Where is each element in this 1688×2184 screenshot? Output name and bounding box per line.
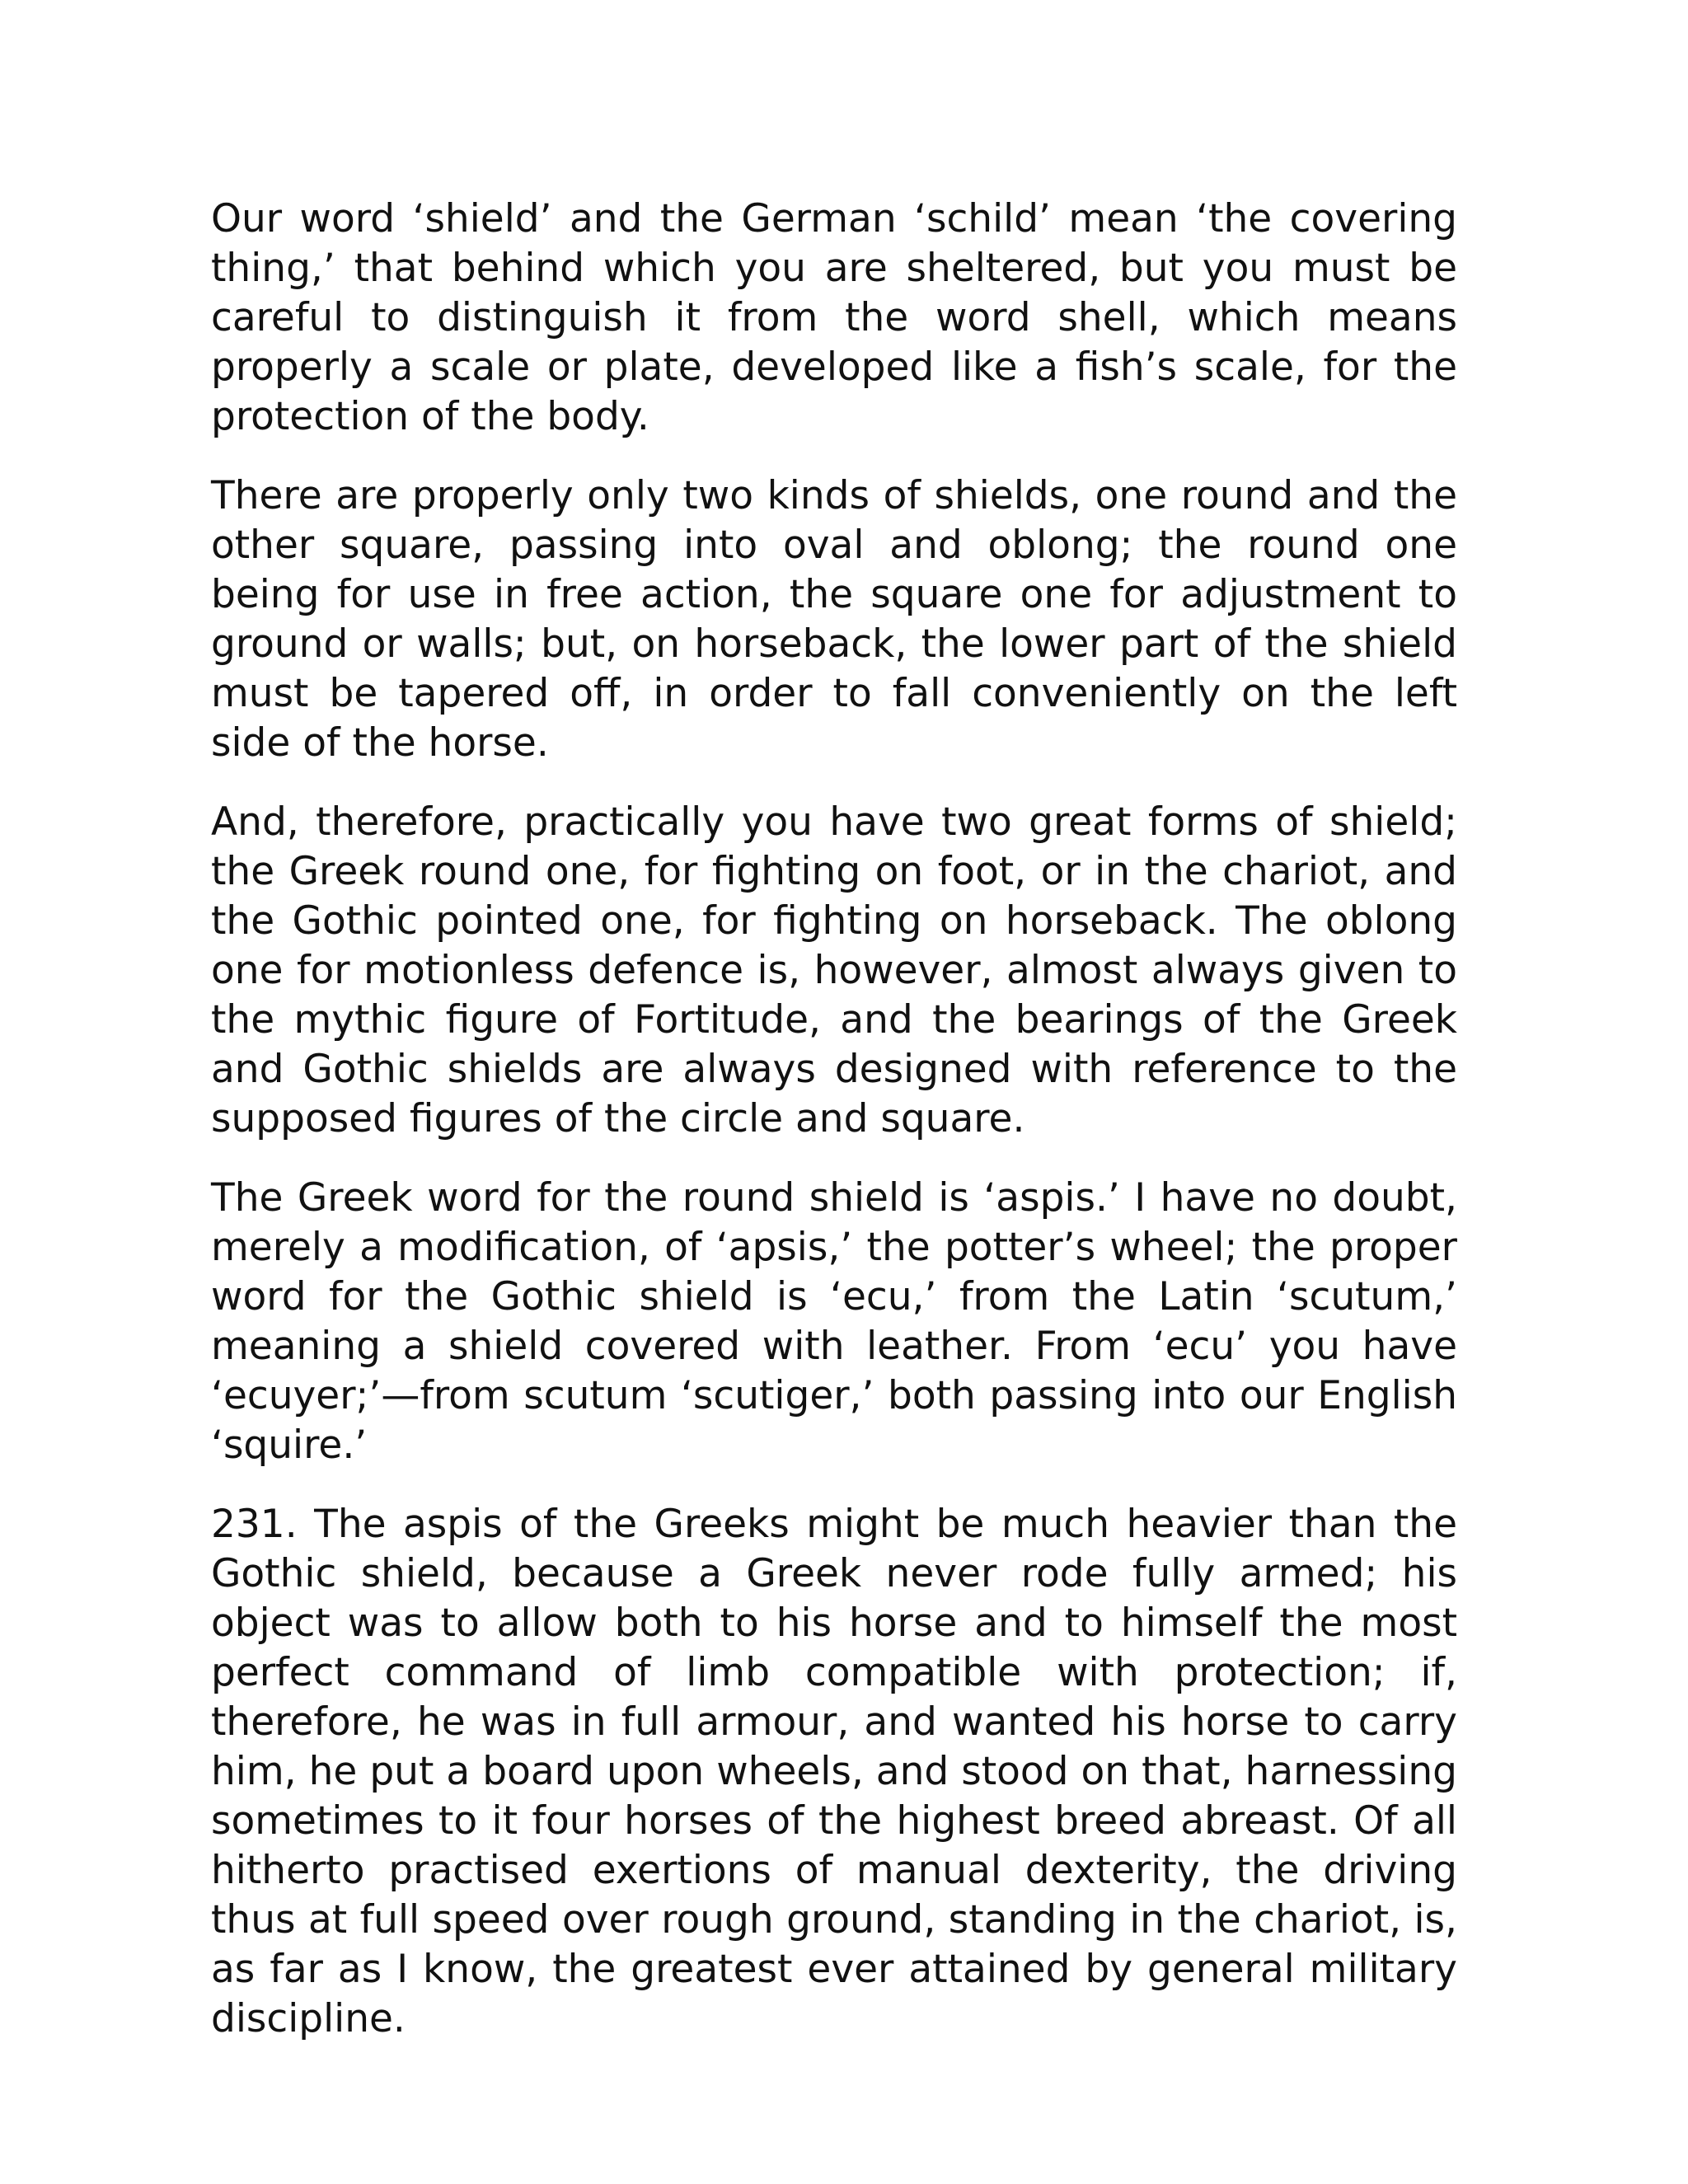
paragraph-shield-etymology: Our word ‘shield’ and the German ‘schild’ mean ‘the covering thing,’ that behind which you are sheltered, but you must be careful to distinguish it from the word shell, which means properly a scale or plate, developed like a fish’s scale, for the protection of the body. <box>211 196 1457 439</box>
paragraph-two-great-forms: And, therefore, practically you have two great forms of shield; the Greek round one, for fighting on foot, or in the chariot, and the Gothic pointed one, for fighting on horseback. The oblong one for motionless defence is, however, almost always given to the mythic figure of Fortitude, and the bearings of the Greek and Gothic shields are always designed with reference to the supposed figures of the circle and square. <box>211 799 1457 1141</box>
paragraph-greek-word-aspis: The Greek word for the round shield is ‘aspis.’ I have no doubt, merely a modification, of ‘apsis,’ the potter’s wheel; the proper word for the Gothic shield is ‘ecu,’ from the Latin ‘scutum,’ meaning a shield covered with leather. From ‘ecu’ you have ‘ecuyer;’—from scutum ‘scutiger,’ both passing into our English ‘squire.’ <box>211 1175 1457 1468</box>
paragraph-231-aspis-greeks: 231. The aspis of the Greeks might be much heavier than the Gothic shield, because a Greek never rode fully armed; his object was to allow both to his horse and to himself the most perfect command of limb compatible with protection; if, therefore, he was in full armour, and wanted his horse to carry him, he put a board upon wheels, and stood on that, harnessing sometimes to it four horses of the highest breed abreast. Of all hitherto practised exertions of manual dexterity, the driving thus at full speed over rough ground, standing in the chariot, is, as far as I know, the greatest ever attained by general military discipline. <box>211 1502 1457 2041</box>
document-page <box>211 194 1457 2074</box>
paragraph-kinds-of-shields: There are properly only two kinds of shields, one round and the other square, passing into oval and oblong; the round one being for use in free action, the square one for adjustment to ground or walls; but, on horseback, the lower part of the shield must be tapered off, in order to fall conveniently on the left side of the horse. <box>211 473 1457 766</box>
